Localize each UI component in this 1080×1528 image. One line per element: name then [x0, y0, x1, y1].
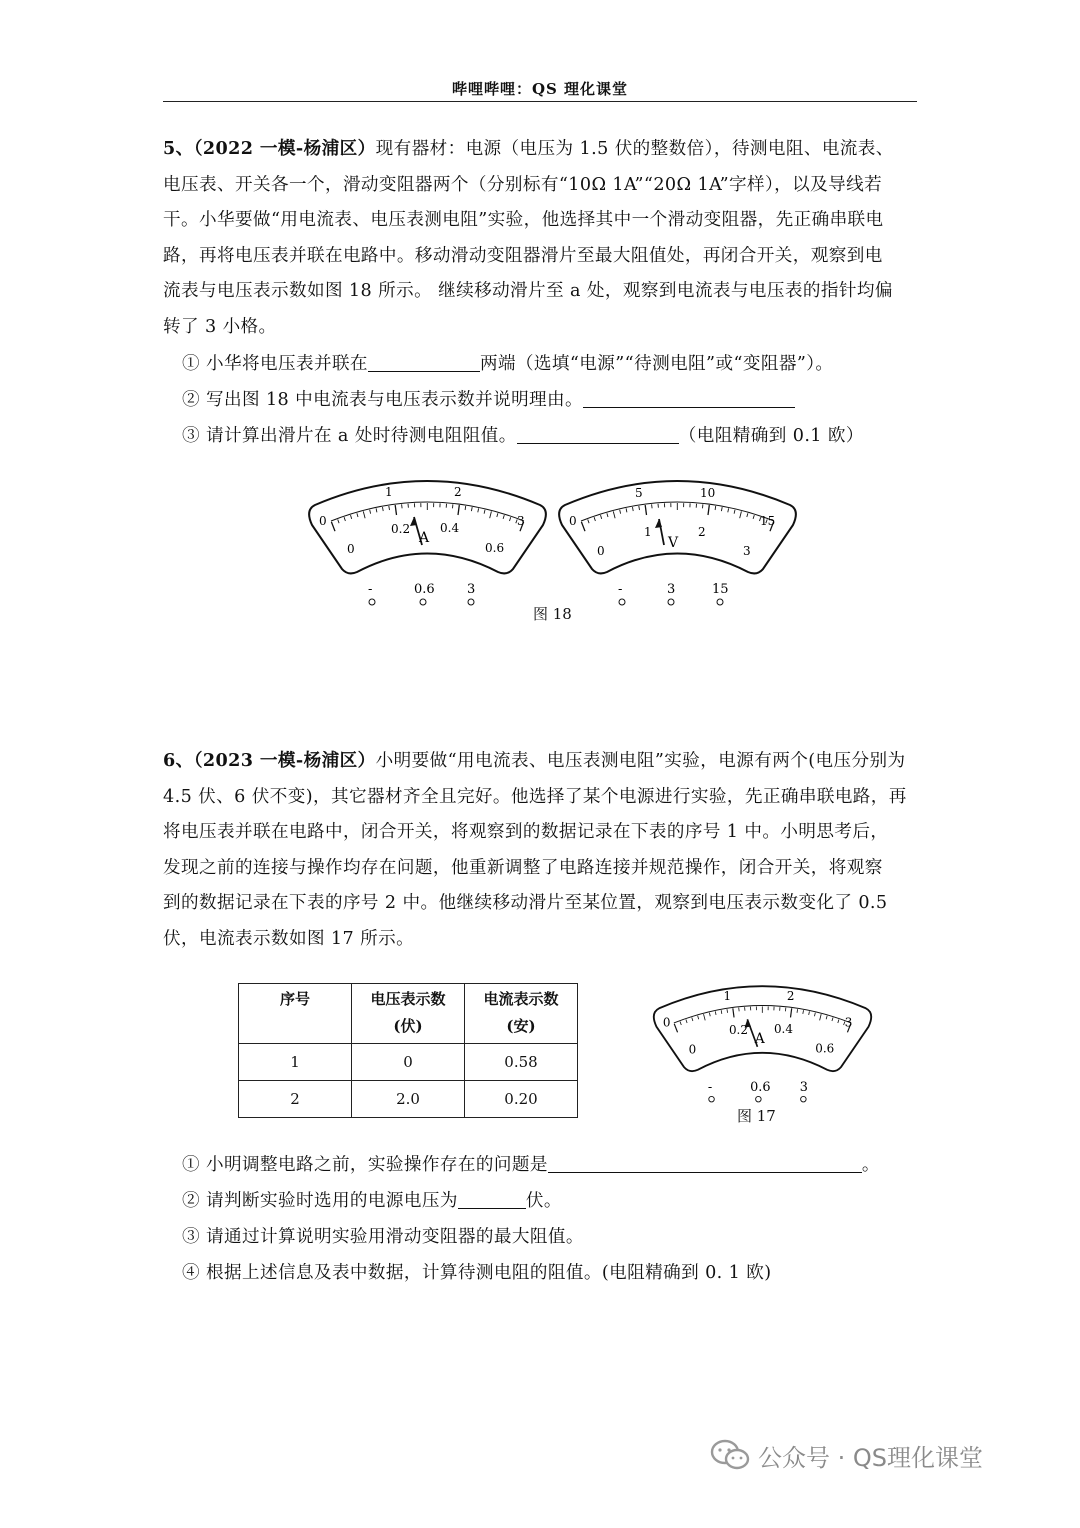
table-cell: 0.58 — [465, 1044, 578, 1081]
q6-paragraph — [163, 743, 917, 957]
scale-tick — [458, 505, 459, 515]
q6-item-1 — [182, 1151, 880, 1176]
scale-tick — [594, 517, 595, 521]
scale-tick — [395, 505, 396, 515]
watermark — [710, 1433, 983, 1477]
scale-tick — [838, 1019, 839, 1022]
scale-tick — [674, 1024, 677, 1033]
ammeter17-terminal-06: 0.6 — [750, 1079, 771, 1095]
q5-item-3-text: ③ 请计算出滑片在 a 处时待测电阻阻值。 — [182, 426, 517, 446]
q6-item-2-text: ② 请判断实验时选用的电源电压为 — [182, 1191, 458, 1211]
voltmeter-terminal-15-post — [717, 599, 723, 605]
voltmeter-terminal-15: 15 — [712, 582, 729, 597]
ammeter17-outer-label-3: 3 — [844, 1015, 853, 1030]
scale-tick — [803, 1010, 804, 1014]
scale-tick — [503, 515, 504, 519]
wechat-icon — [710, 1438, 750, 1472]
q5-item-1-text: ① 小华将电压表并联在 — [182, 354, 368, 374]
scale-tick — [620, 510, 621, 514]
q5-number: 5、 — [163, 138, 194, 159]
q6-number: 6、 — [163, 750, 194, 771]
scale-tick — [645, 505, 646, 515]
q5-line-2: 电压表、开关各一个，滑动变阻器两个（分别标有“10Ω 1A”“20Ω 1A”字样），以及导线若 — [163, 174, 883, 195]
scale-tick — [363, 511, 365, 518]
scale-tick — [652, 504, 653, 508]
q5-line-5: 流表与电压表示数如图 18 所示。 继续移动滑片至 a 处，观察到电流表与电压表的指针均偏 — [163, 281, 893, 301]
voltmeter-inner-label-1: 1 — [644, 525, 652, 539]
ammeter17-inner-label-3: 0.6 — [815, 1041, 835, 1056]
voltmeter-terminal-neg-post — [619, 599, 625, 605]
scale-tick — [344, 517, 345, 521]
ammeter-outer-label-2: 2 — [454, 485, 462, 499]
scale-tick — [734, 510, 735, 514]
scale-tick — [698, 1016, 699, 1019]
ammeter17-inner-label-0: 0 — [688, 1042, 697, 1057]
scale-tick — [753, 515, 754, 519]
header-divider — [163, 101, 917, 102]
q5-item-3-suffix: （电阻精确到 0.1 欧） — [678, 426, 864, 446]
scale-tick — [370, 510, 371, 514]
scale-tick — [791, 1008, 792, 1017]
ammeter17-outer-label-2: 2 — [786, 989, 795, 1003]
voltmeter-outer-label-5: 5 — [635, 486, 643, 500]
q6-blank-2[interactable] — [458, 1190, 526, 1209]
scale-tick — [633, 507, 634, 511]
voltmeter-inner-label-2: 2 — [698, 525, 706, 539]
ammeter-inner-label-1: 0.2 — [391, 522, 411, 536]
scale-tick — [588, 520, 589, 524]
table-header-index — [239, 984, 352, 1044]
scale-tick — [733, 1008, 734, 1017]
scale-tick — [740, 511, 742, 518]
scale-tick — [338, 520, 339, 524]
table-header-index-text: 序号 — [279, 990, 310, 1008]
table-header-voltage-unit: (伏) — [393, 1017, 423, 1035]
ammeter-fig18 — [305, 475, 550, 615]
table-header-current-text: 电流表示数 — [483, 990, 559, 1008]
scale-tick — [601, 515, 602, 519]
scale-tick — [680, 1022, 681, 1025]
scale-tick — [721, 1010, 722, 1014]
table-cell: 2.0 — [352, 1081, 465, 1118]
scale-tick — [478, 508, 479, 512]
voltmeter-outer-label-15: 15 — [760, 514, 776, 528]
ammeter-terminal-neg-post — [369, 599, 375, 605]
ammeter17-inner-label-2: 0.4 — [773, 1022, 793, 1037]
table-cell: 0 — [352, 1044, 465, 1081]
q5-line-6: 转了 3 小格。 — [163, 316, 277, 337]
scale-tick — [331, 522, 335, 531]
table-header-voltage — [352, 984, 465, 1044]
q5-blank-3[interactable] — [517, 425, 679, 444]
q5-line-1: 现有器材：电源（电压为 1.5 伏的整数倍），待测电阻、电流表、 — [375, 139, 894, 159]
ammeter-ticks — [331, 503, 523, 531]
scale-tick — [692, 1018, 693, 1021]
scale-tick — [747, 513, 748, 517]
q5-line-4: 路，再将电压表并联在电路中。移动滑动变阻器滑片至最大阻值处，再闭合开关，观察到电 — [163, 245, 883, 266]
voltmeter-terminal-3: 3 — [667, 582, 676, 597]
ammeter-outer-label-3: 3 — [517, 514, 525, 528]
q6-item-1-text: ① 小明调整电路之前，实验操作存在的问题是 — [182, 1155, 548, 1175]
scale-tick — [727, 1009, 728, 1013]
scale-tick — [497, 513, 498, 517]
scale-tick — [613, 511, 615, 518]
table-cell: 2 — [239, 1081, 352, 1118]
ammeter-body — [309, 481, 546, 573]
ammeter-terminal-06: 0.6 — [414, 582, 435, 597]
ammeter-terminal-3-post — [468, 599, 474, 605]
ammeter17-outer-label-0: 0 — [662, 1015, 671, 1030]
q5-blank-2[interactable] — [583, 389, 795, 408]
voltmeter-outer-label-10: 10 — [700, 486, 716, 500]
scale-tick — [832, 1018, 833, 1021]
ammeter-terminal-06-post — [420, 599, 426, 605]
q5-paragraph — [163, 131, 917, 345]
q5-line-3: 干。小华要做“用电流表、电压表测电阻”实验，他选择其中一个滑动变阻器，先正确串联电 — [163, 210, 884, 230]
voltmeter-unit: V — [668, 535, 679, 551]
q6-item-2 — [182, 1187, 562, 1212]
scale-tick — [402, 504, 403, 508]
scale-tick — [708, 505, 709, 515]
ammeter-inner-label-2: 0.4 — [440, 521, 460, 535]
scale-tick — [797, 1009, 798, 1013]
ammeter17-inner-label-1: 0.2 — [728, 1022, 748, 1037]
ammeter17-unit: A — [754, 1031, 765, 1048]
q5-item-2 — [182, 386, 795, 411]
q6-blank-1[interactable] — [548, 1154, 862, 1173]
scale-tick — [728, 508, 729, 512]
voltmeter-inner-label-3: 3 — [743, 544, 751, 558]
table-header-voltage-text: 电压表示数 — [370, 990, 446, 1008]
ammeter-outer-label-1: 1 — [385, 485, 393, 499]
q6-line-2: 4.5 伏、6 伏不变)，其它器材齐全且完好。他选择了某个电源进行实验，先正确串联电路，再 — [163, 786, 907, 807]
scale-tick — [465, 506, 466, 510]
scale-tick — [357, 513, 358, 517]
q6-item-3-text: ③ 请通过计算说明实验用滑动变阻器的最大阻值。 — [182, 1227, 584, 1247]
q6-line-3: 将电压表并联在电路中，闭合开关，将观察到的数据记录在下表的序号 1 中。小明思考后， — [163, 822, 889, 842]
ammeter-unit: A — [419, 530, 430, 546]
scale-tick — [639, 506, 640, 510]
q6-line-4: 发现之前的连接与操作均存在问题，他重新调整了电路连接并规范操作，闭合开关，将观察 — [163, 857, 883, 878]
scale-tick — [389, 506, 390, 510]
ammeter-inner-label-3: 0.6 — [485, 541, 505, 555]
table-row — [239, 1081, 578, 1118]
q6-item-2-suffix: 伏。 — [525, 1191, 562, 1211]
q5-blank-1[interactable] — [368, 353, 480, 372]
data-table — [238, 983, 578, 1118]
ammeter-outer-label-0: 0 — [319, 514, 327, 528]
ammeter17-terminal-neg-post — [709, 1096, 715, 1102]
scale-tick — [376, 508, 377, 512]
q5-item-3 — [182, 422, 864, 447]
ammeter17-terminal-3-post — [801, 1096, 807, 1102]
scale-tick — [351, 515, 352, 519]
voltmeter-terminal-neg: - — [618, 582, 623, 597]
voltmeter-needle-tip — [655, 519, 662, 528]
voltmeter-outer-label-0: 0 — [569, 514, 577, 528]
scale-tick — [383, 507, 384, 511]
page-header: 哔哩哔哩：QS 理化课堂 — [451, 80, 629, 98]
table-header-row — [239, 984, 578, 1044]
figure-17-caption: 图 17 — [737, 1107, 776, 1125]
ammeter17-ticks — [674, 1006, 851, 1032]
ammeter17-body — [654, 986, 871, 1071]
scale-tick — [490, 511, 492, 518]
scale-tick — [704, 1014, 706, 1020]
scale-tick — [809, 1011, 810, 1015]
voltmeter-inner-label-0: 0 — [597, 544, 605, 558]
voltmeter-fig18 — [555, 475, 800, 615]
q6-line-5: 到的数据记录在下表的序号 2 中。他继续移动滑片至某位置，观察到电压表示数变化了 0.5 — [163, 893, 888, 913]
q6-line-1: 小明要做“用电流表、电压表测电阻”实验，电源有两个(电压分别为 — [375, 751, 906, 771]
q6-line-6: 伏，电流表示数如图 17 所示。 — [163, 928, 415, 949]
scale-tick — [626, 508, 627, 512]
scale-tick — [826, 1016, 827, 1019]
scale-tick — [686, 1019, 687, 1022]
scale-tick — [715, 1011, 716, 1015]
ammeter17-terminal-neg: - — [707, 1079, 713, 1095]
q6-item-3 — [182, 1223, 584, 1248]
scale-tick — [607, 513, 608, 517]
q6-source: （2023 一模-杨浦区） — [193, 750, 376, 771]
scale-tick — [484, 510, 485, 514]
watermark-text: 公众号 · QS理化课堂 — [758, 1443, 984, 1472]
q5-item-1 — [182, 350, 833, 375]
q6-item-4 — [182, 1259, 772, 1284]
ammeter-terminal-3: 3 — [467, 582, 476, 597]
scale-tick — [820, 1014, 822, 1020]
scale-tick — [471, 507, 472, 511]
scale-tick — [510, 517, 511, 521]
q6-item-4-text: ④ 根据上述信息及表中数据，计算待测电阻的阻值。(电阻精确到 0. 1 欧) — [182, 1263, 772, 1283]
table-cell: 1 — [239, 1044, 352, 1081]
voltmeter-terminal-3-post — [668, 599, 674, 605]
scale-tick — [709, 1013, 710, 1017]
ammeter17-outer-label-1: 1 — [723, 989, 732, 1003]
ammeter-terminal-neg: - — [368, 582, 373, 597]
table-row — [239, 1044, 578, 1081]
figure-18-caption: 图 18 — [533, 605, 572, 623]
ammeter-inner-label-0: 0 — [347, 542, 355, 556]
q5-item-2-text: ② 写出图 18 中电流表与电压表示数并说明理由。 — [182, 390, 584, 410]
scale-tick — [581, 522, 585, 531]
q5-item-1-suffix: 两端（选填“电源”“待测电阻”或“变阻器”）。 — [479, 354, 834, 374]
ammeter17-terminal-3: 3 — [799, 1079, 808, 1095]
ammeter17-terminal-06-post — [756, 1096, 762, 1102]
ammeter-fig17 — [650, 980, 875, 1110]
table-cell: 0.20 — [465, 1081, 578, 1118]
voltmeter-ticks — [581, 503, 776, 531]
table-header-current — [465, 984, 578, 1044]
table-header-current-unit: (安) — [506, 1017, 536, 1035]
scale-tick — [721, 507, 722, 511]
scale-tick — [715, 506, 716, 510]
q5-source: （2022 一模-杨浦区） — [193, 138, 376, 159]
q6-item-1-suffix: 。 — [861, 1155, 880, 1175]
scale-tick — [814, 1013, 815, 1017]
